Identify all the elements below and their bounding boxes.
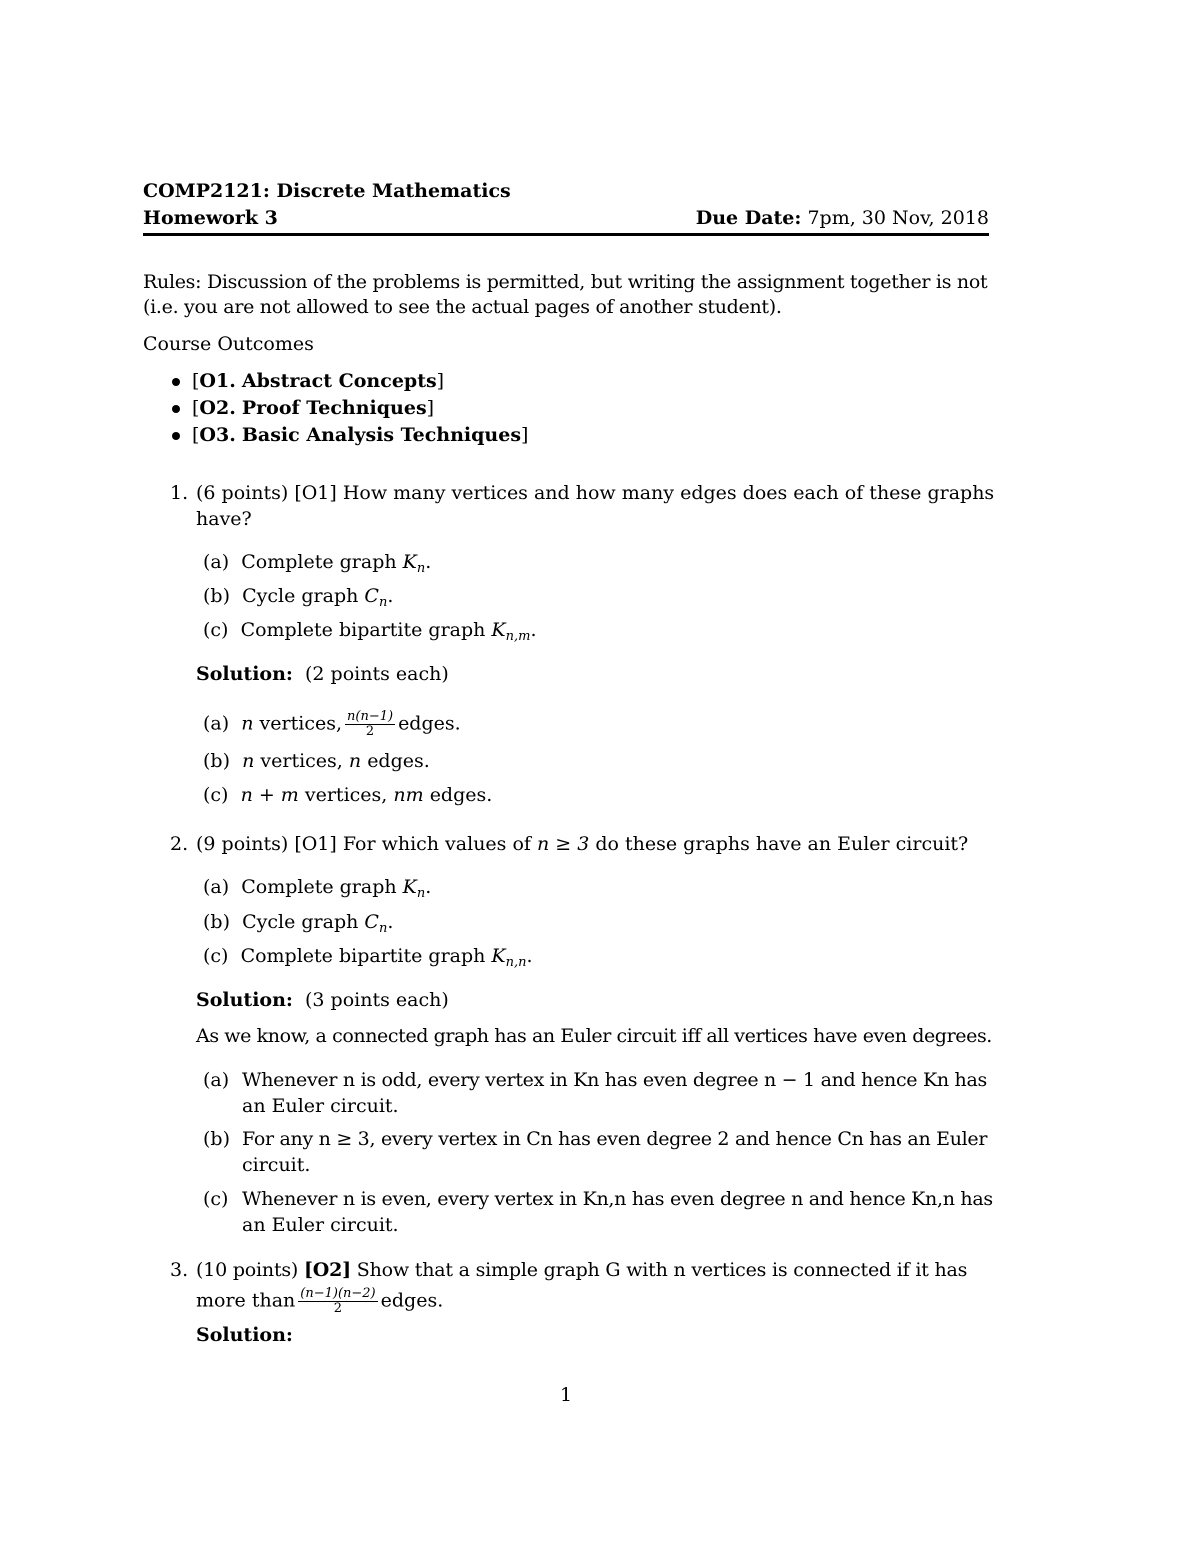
q2-answer-line: For any n ≥ 3, every vertex in Cn has even degree 2 and hence Cn has an Euler — [242, 1128, 988, 1150]
q2-part: (b) Cycle graph $C_n$. — [203, 911, 394, 936]
q2-part: (c) Complete bipartite graph $K_{n,n}$. — [203, 945, 533, 970]
outcomes-heading: Course Outcomes — [143, 333, 314, 355]
q3-number: 3. — [170, 1259, 189, 1281]
q2-text: (9 points) [O1] For which values of n ≥ 3 do these graphs have an Euler circuit? — [196, 833, 969, 855]
q1-part: (a) Complete graph $K_n$. — [203, 551, 432, 576]
q1-solution-heading: Solution: (2 points each) — [196, 663, 449, 685]
q2-part: (a) Complete graph $K_n$. — [203, 876, 432, 901]
q3-solution-heading: Solution: — [196, 1324, 293, 1346]
q1-answer: (a) n vertices, $\frac{n(n-1)}{2}$ edges. — [203, 709, 461, 739]
q3-text: (10 points) [O2] Show that a simple graph G with n vertices is connected if it has — [196, 1259, 968, 1281]
due-date — [696, 207, 989, 229]
q2-answer-line: circuit. — [242, 1154, 311, 1176]
q2-answer-label: (c) — [203, 1188, 229, 1210]
q1-text-2: have? — [196, 508, 252, 530]
q1-part: (c) Complete bipartite graph $K_{n,m}$. — [203, 619, 537, 644]
rules-line-2: (i.e. you are not allowed to see the actual pages of another student). — [143, 296, 782, 318]
q1-number: 1. — [170, 482, 189, 504]
q2-solution-heading: Solution: (3 points each) — [196, 989, 449, 1011]
outcome-item: [O1. Abstract Concepts] — [172, 370, 444, 392]
fraction: $\frac{n(n-1)}{2}$ — [347, 709, 394, 739]
q2-answer-line: Whenever n is even, every vertex in Kn,n has even degree n and hence Kn,n has — [242, 1188, 993, 1210]
bullet-icon — [172, 378, 180, 386]
bullet-icon — [172, 432, 180, 440]
bullet-icon — [172, 405, 180, 413]
fraction: $\frac{(n-1)(n-2)}{2}$ — [300, 1286, 376, 1316]
q1-answer: (c) n + m vertices, nm edges. — [203, 784, 493, 806]
course-title: COMP2121: Discrete Mathematics — [143, 180, 511, 202]
due-date-value: 7pm, 30 Nov, 2018 — [807, 207, 989, 229]
outcome-item: [O3. Basic Analysis Techniques] — [172, 424, 528, 446]
q3-text-2: more than $\frac{(n-1)(n-2)}{2}$ edges. — [196, 1286, 444, 1316]
q2-answer-label: (b) — [203, 1128, 230, 1150]
outcome-item: [O2. Proof Techniques] — [172, 397, 434, 419]
q2-answer-line: Whenever n is odd, every vertex in Kn has even degree n − 1 and hence Kn has — [242, 1069, 987, 1091]
page-number: 1 — [560, 1384, 573, 1406]
homework-title: Homework 3 — [143, 207, 278, 229]
rules-line-1: Rules: Discussion of the problems is permitted, but writing the assignment together is not — [143, 271, 988, 293]
q2-number: 2. — [170, 833, 189, 855]
q2-answer-line: an Euler circuit. — [242, 1214, 399, 1236]
q2-solution-intro: As we know, a connected graph has an Euler circuit iff all vertices have even degrees. — [196, 1025, 992, 1047]
q1-part: (b) Cycle graph $C_n$. — [203, 585, 394, 610]
q1-text: (6 points) [O1] How many vertices and how many edges does each of these graphs — [196, 482, 995, 504]
q1-answer: (b) n vertices, n edges. — [203, 750, 430, 772]
q2-answer-line: an Euler circuit. — [242, 1095, 399, 1117]
due-date-label: Due Date: — [695, 207, 802, 229]
q2-answer-label: (a) — [203, 1069, 230, 1091]
header-rule — [143, 233, 989, 236]
